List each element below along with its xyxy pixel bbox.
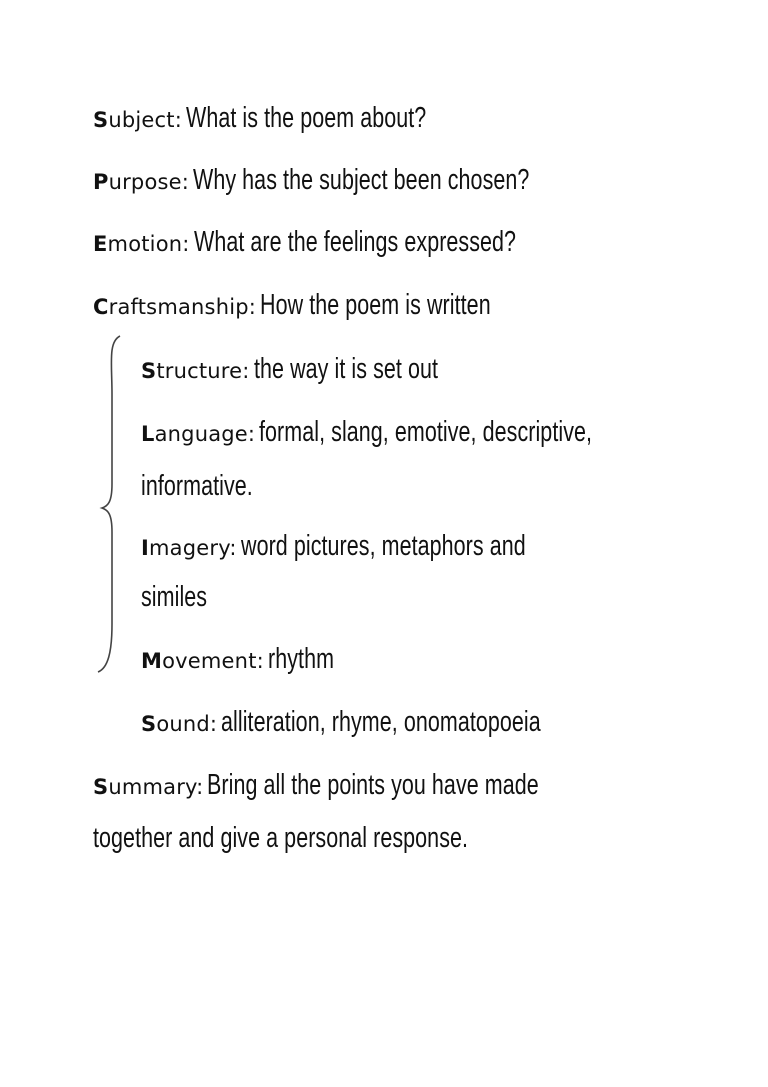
sub-item-initial: S <box>141 712 157 736</box>
item-initial: S <box>93 108 109 132</box>
sub-item-term-rest: magery: <box>149 536 237 560</box>
item-term <box>93 295 256 319</box>
sub-item-description-continued: similes <box>141 581 208 613</box>
item-subject <box>93 104 511 133</box>
item-term <box>93 170 189 194</box>
item-craftsmanship <box>93 291 572 320</box>
item-summary <box>93 771 656 800</box>
sub-item-description: word pictures, metaphors and <box>240 530 526 562</box>
curly-brace-icon <box>96 334 136 674</box>
sub-item-initial: S <box>141 359 157 383</box>
sub-item-movement <box>141 645 357 674</box>
sub-item-term <box>141 649 264 673</box>
sub-item-term <box>141 712 217 736</box>
item-term-rest: ummary: <box>108 775 204 799</box>
sub-item-description: formal, slang, emotive, descriptive, <box>259 416 593 448</box>
sub-item-term <box>141 359 250 383</box>
item-description-continued: together and give a personal response. <box>93 822 469 854</box>
item-term <box>93 775 203 799</box>
item-summary-continued <box>93 824 600 853</box>
item-description: Why has the subject been chosen? <box>193 164 530 196</box>
sub-item-initial: I <box>141 536 150 560</box>
sub-item-imagery <box>141 532 625 561</box>
sub-item-term <box>141 422 255 446</box>
item-term-rest: motion: <box>107 232 190 256</box>
item-emotion <box>93 228 629 257</box>
item-initial: S <box>93 775 109 799</box>
item-description: What are the feelings expressed? <box>193 226 516 258</box>
sub-item-term-rest: ovement: <box>162 649 264 673</box>
item-term-rest: raftsmanship: <box>108 295 257 319</box>
item-description: Bring all the points you have made <box>207 769 540 801</box>
item-initial: E <box>93 232 108 256</box>
sub-item-sound <box>141 708 653 737</box>
sub-item-structure <box>141 355 502 384</box>
sub-item-term <box>141 536 237 560</box>
sub-item-description: rhythm <box>267 643 334 675</box>
sub-item-language <box>141 418 709 447</box>
sub-item-term-rest: ound: <box>156 712 218 736</box>
item-initial: P <box>93 170 109 194</box>
item-term-rest: urpose: <box>108 170 190 194</box>
item-initial: C <box>93 295 109 319</box>
sub-item-initial: M <box>141 649 163 673</box>
item-term <box>93 232 190 256</box>
item-purpose <box>93 166 648 195</box>
item-term <box>93 108 182 132</box>
sub-item-description-continued: informative. <box>141 470 253 502</box>
sub-item-description: the way it is set out <box>253 353 438 385</box>
sub-item-initial: L <box>141 422 155 446</box>
sub-item-description: alliteration, rhyme, onomatopoeia <box>221 706 541 738</box>
item-description: How the poem is written <box>260 289 491 321</box>
item-description: What is the poem about? <box>185 102 427 134</box>
sub-item-language-continued <box>141 472 292 501</box>
sub-item-term-rest: tructure: <box>156 359 250 383</box>
sub-item-term-rest: anguage: <box>154 422 256 446</box>
item-term-rest: ubject: <box>108 108 182 132</box>
sub-item-imagery-continued <box>141 583 230 612</box>
